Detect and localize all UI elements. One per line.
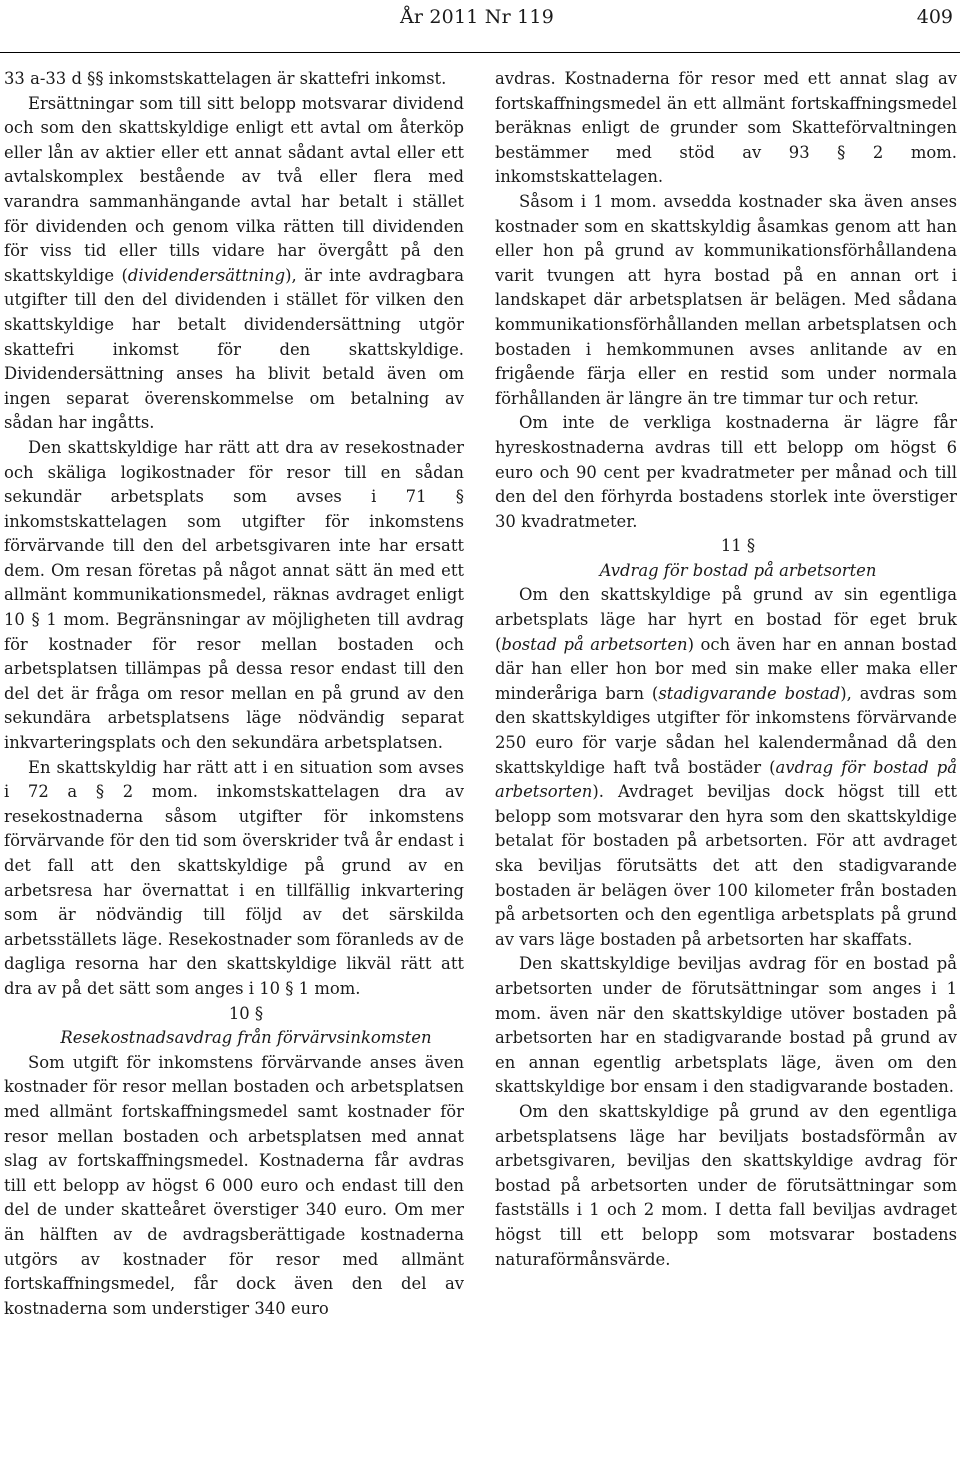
section-title: Resekostnadsavdrag från förvärvsinkomsten: [60, 1028, 432, 1048]
paragraph: Den skattskyldige beviljas avdrag för en bostad på arbetsorten under de förutsättningar som anges i 1 mom. även när den skattskyldige utöver bostaden på arbetsorten har en stadigvarande bostad på grund av en annan egentlig arbetsplats läge, även om den skattskyldige bor ensam i den stadigvarande bostaden.: [495, 954, 957, 1097]
paragraph: [495, 583, 957, 952]
paragraph: avdras. Kostnaderna för resor med ett annat slag av fortskaffningsmedel än ett allmänt fortskaffningsmedel beräknas enligt de grunder som Skatteförvaltningen bestämmer med stöd av 93 § 2 mom. inkomstskattelagen.: [495, 69, 957, 187]
section-number: 11 §: [720, 536, 756, 556]
paragraph-text: ), är inte avdragbara utgifter till den del dividenden i stället för vilken den skattskyldige har betalt dividendersättning utgör skattefri inkomst för den skattskyldige. Dividendersättning anses ha blivit betald även om ingen separat överenskommelse om betalning av sådan har ingåtts.: [4, 265, 464, 433]
publication-title: År 2011 Nr 119: [399, 6, 554, 28]
paragraph: Den skattskyldige har rätt att dra av resekostnader och skäliga logikostnader för resor till en sådan sekundär arbetsplats som avses i 71 § inkomstskattelagen som utgifter för inkomstens förvärvande till den del arbetsgivaren inte har ersatt dem. Om resan företas på något annat sätt än med ett allmänt kommunikationsmedel, räknas avdraget enligt 10 § 1 mom. Begränsningar av möjligheten till avdrag för kostnader för resor mellan bostaden och arbetsplatsen tillämpas på dessa resor endast till den del det är fråga om resor mellan en på grund av den sekundära arbetsplatsens läge nödvändig separat inkvarteringsplats och den sekundära arbetsplatsen.: [4, 437, 464, 753]
italic-term: avdrag för bostad på arbetsorten: [495, 757, 957, 802]
header-rule: [0, 52, 960, 53]
paragraph: En skattskyldig har rätt att i en situation som avses i 72 a § 2 mom. inkomstskattelagen dra av resekostnaderna såsom utgifter för inkomstens förvärvande för den tid som överskrider två år endast i det fall att den skattskyldige på grund av en arbetsresa har övernattat i en tillfällig inkvartering som är nödvändig till följd av det särskilda arbetsställets läge. Resekostnader som föranleds av de dagliga resorna har den skattskyldige likväl rätt att dra av på det sätt som anges i 10 § 1 mom.: [4, 757, 464, 998]
right-column: [495, 67, 957, 1272]
paragraph: Om inte de verkliga kostnaderna är lägre får hyreskostnaderna avdras till ett belopp om högst 6 euro och 90 cent per kvadratmeter per månad och till den del den förhyrda bostadens storlek inte överstiger 30 kvadratmeter.: [495, 413, 957, 531]
left-column: [4, 67, 464, 1321]
section-number: 10 §: [228, 1003, 264, 1023]
paragraph-text: ) och även har en annan bostad där han eller hon bor med sin make eller maka eller minderåriga barn (: [495, 634, 957, 703]
paragraph: 33 a-33 d §§ inkomstskattelagen är skattefri inkomst.: [4, 69, 447, 88]
paragraph-text: Ersättningar som till sitt belopp motsvarar dividend och som den skattskyldige enligt ett avtal om återköp eller lån av aktier eller ett annat sådant avtal eller ett avtalskomplex bestående av två eller flera med varandra sammanhängande avtal har betalt i stället för dividenden och genom vilka rätten till dividenden för viss tid eller tills vidare har övergått på den skattskyldige (: [4, 93, 464, 285]
paragraph-text: ). Avdraget beviljas dock högst till ett belopp som motsvarar den hyra som den skattskyldige betalat för bostaden på arbetsorten. För att avdraget ska beviljas förutsätts det att den stadigvarande bostaden är belägen över 100 kilometer från bostaden på arbetsorten och den egentliga arbetsplats på grund av vars läge bostaden på arbetsorten har skaffats.: [495, 782, 957, 949]
paragraph: Om den skattskyldige på grund av den egentliga arbetsplatsens läge har beviljats bostadsförmån av arbetsgivaren, beviljas den skattskyldige avdrag för bostad på arbetsorten under de förutsättningar som fastställs i 1 och 2 mom. I detta fall beviljas avdraget högst till ett belopp som motsvarar bostadens naturaförmånsvärde.: [495, 1101, 957, 1269]
italic-term: bostad på arbetsorten: [501, 634, 688, 654]
page-number: 409: [916, 6, 953, 28]
page-header: [0, 6, 960, 40]
paragraph-text: Om den skattskyldige på grund av sin egentliga arbetsplats läge har hyrt en bostad för eget bruk (: [495, 585, 957, 654]
italic-term: dividendersättning: [127, 265, 286, 285]
section-title: Avdrag för bostad på arbetsorten: [599, 560, 877, 580]
paragraph: Såsom i 1 mom. avsedda kostnader ska även anses kostnader som en skattskyldig åsamkas genom att han eller hon på grund av kommunikationsförhållandena varit tvungen att hyra bostad på en annan ort i landskapet där arbetsplatsen är belägen. Med sådana kommunikationsförhållanden mellan arbetsplatsen och bostaden i hemkommunen avses anlitande av en frigående färja eller en restid som under normala förhållanden är längre än tre timmar tur och retur.: [495, 191, 957, 408]
paragraph: Som utgift för inkomstens förvärvande anses även kostnader för resor mellan bostaden och arbetsplatsen med allmänt fortskaffningsmedel samt kostnader för resor mellan bostaden och arbetsplatsen med annat slag av fortskaffningsmedel. Kostnaderna får avdras till ett belopp av högst 6 000 euro och endast till den del de under skatteåret överstiger 340 euro. Om mer än hälften av de avdragsberättigade kostnaderna utgörs av kostnader för resor med allmänt fortskaffningsmedel, får dock även den del av kostnaderna som understiger 340 euro: [4, 1052, 464, 1318]
italic-term: stadigvarande bostad: [658, 683, 841, 703]
paragraph-text: ), avdras som den skattskyldiges utgifter för inkomstens förvärvande 250 euro för varje sådan hel kalendermånad då den skattskyldige haft två bostäder (: [495, 683, 957, 777]
paragraph: [4, 92, 464, 436]
